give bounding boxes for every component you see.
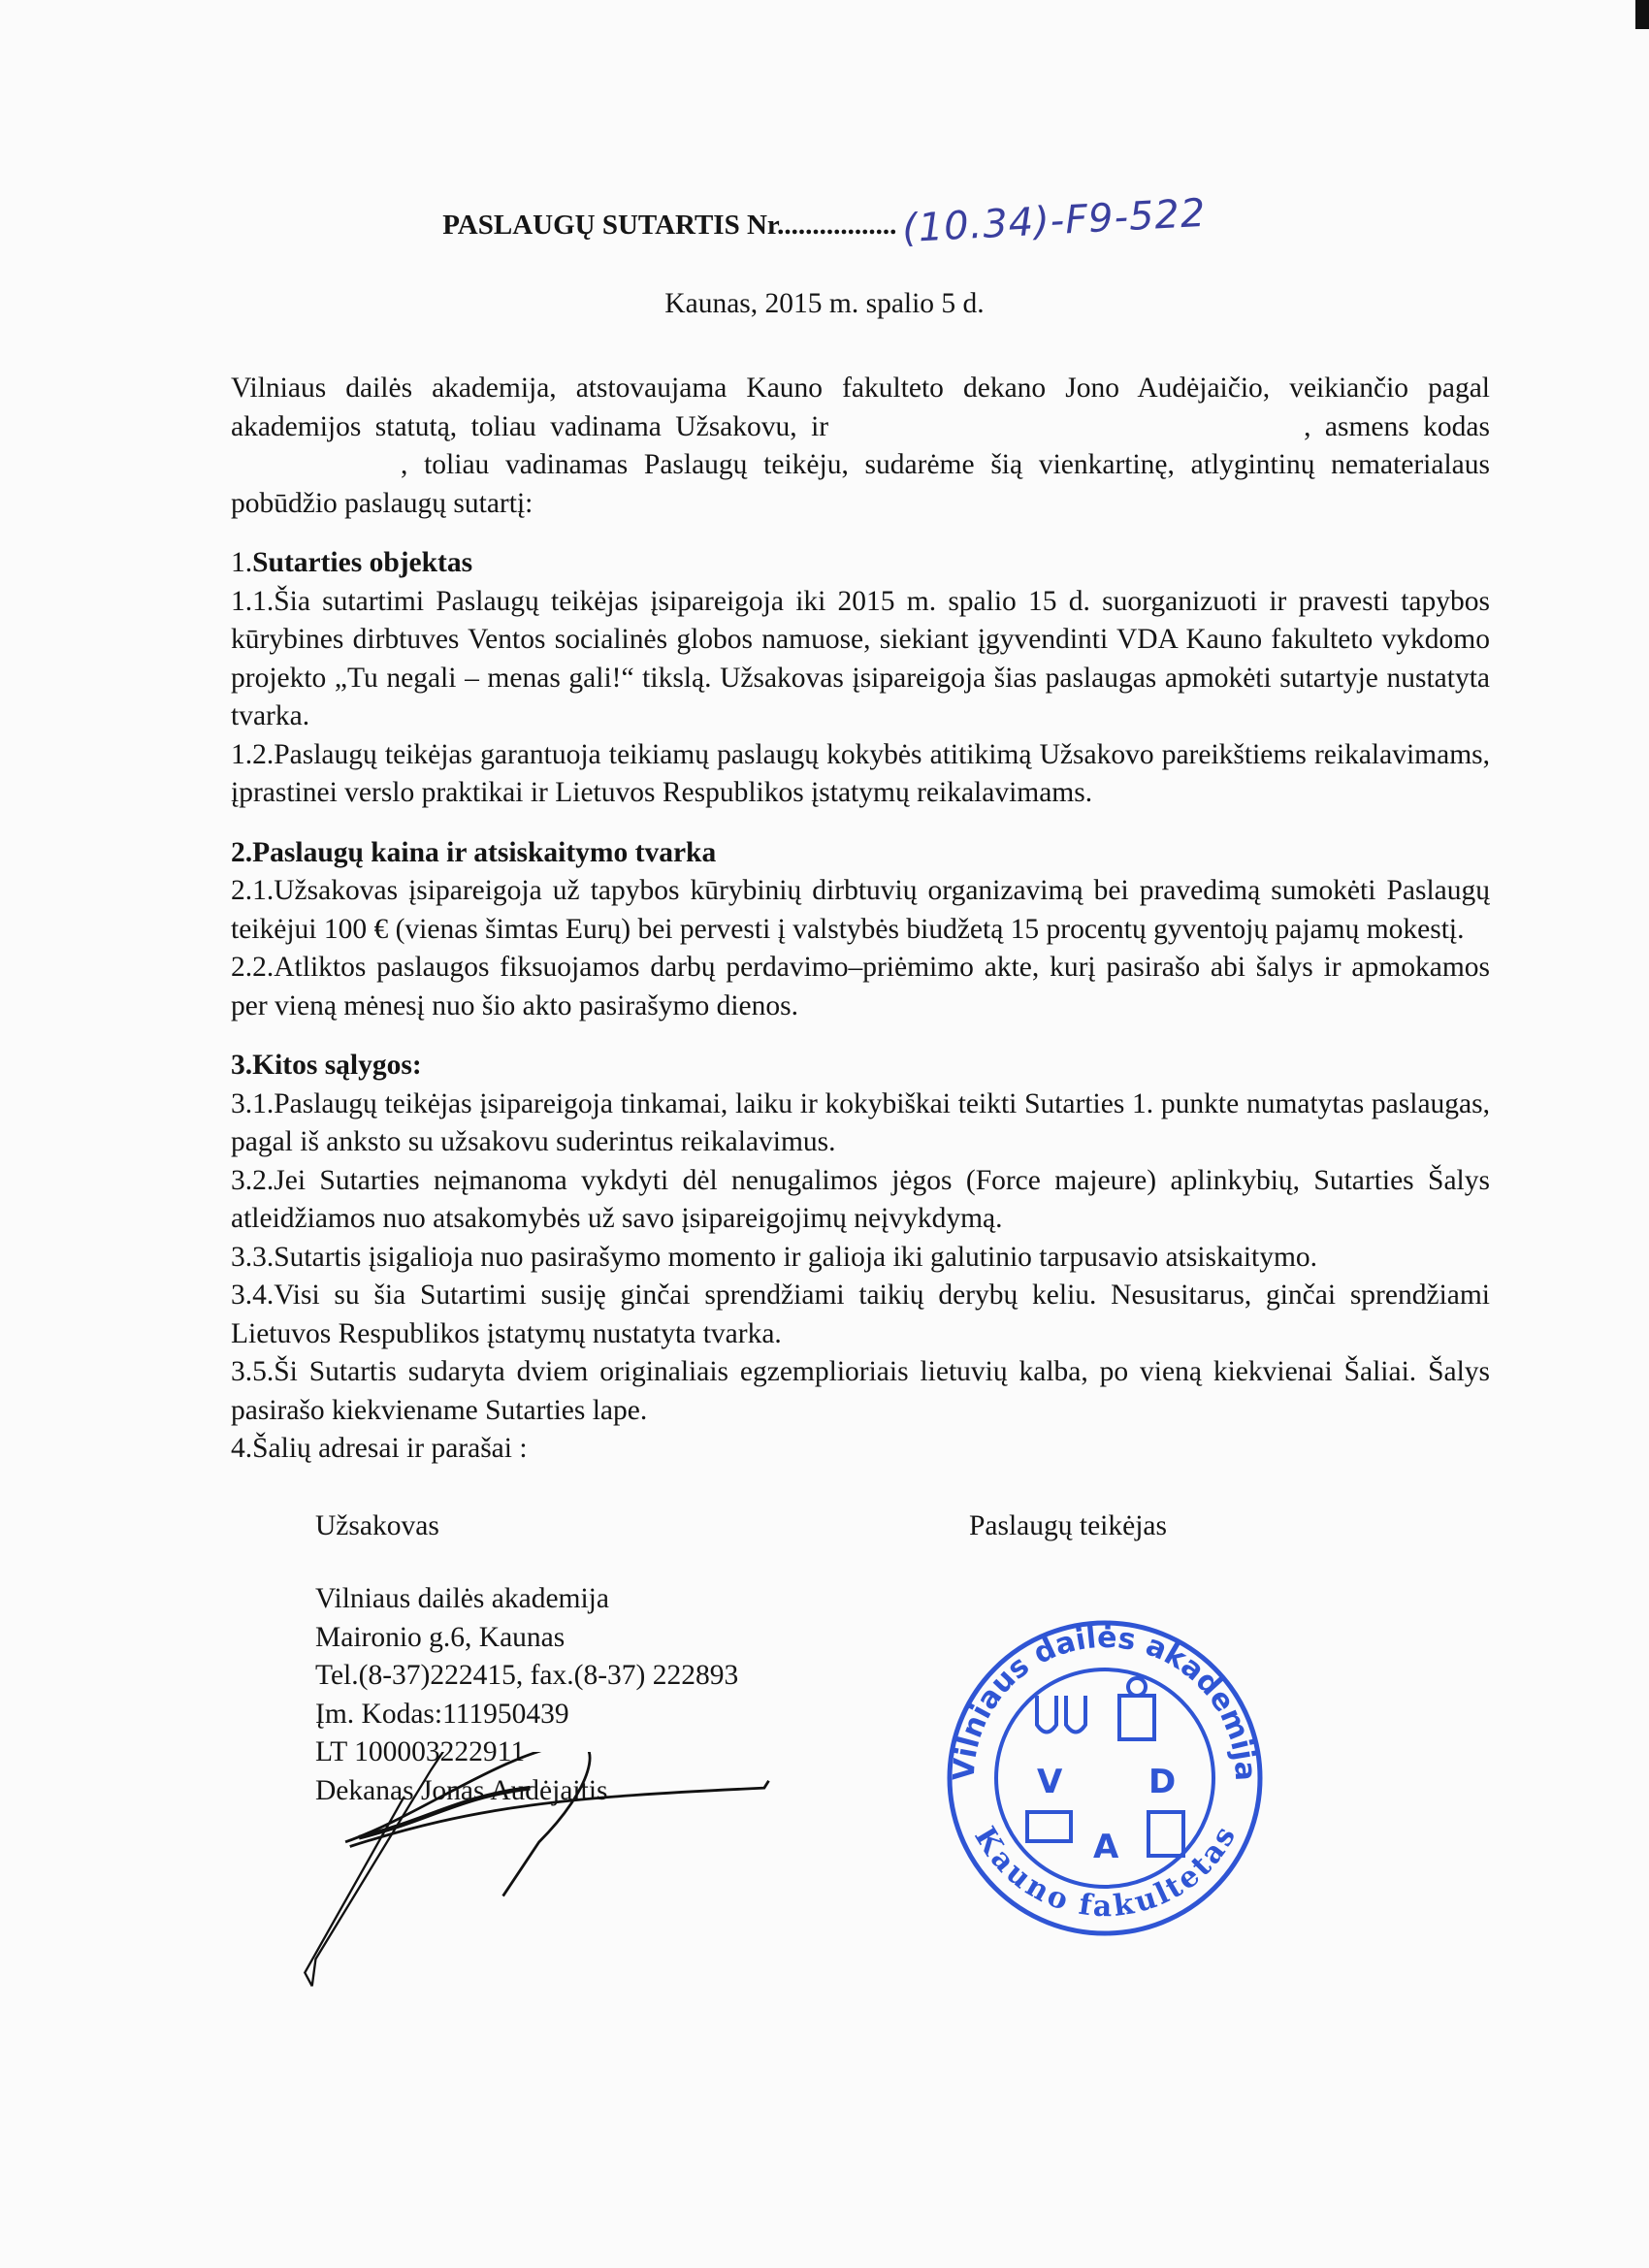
customer-signatory: Dekanas Jonas Audėjaitis	[315, 1774, 608, 1806]
title-text	[442, 210, 896, 242]
signature	[276, 1752, 820, 2004]
section-3	[231, 1047, 1490, 1469]
clause-1-2: 1.2.Paslaugų teikėjas garantuoja teikiamų paslaugų kokybės atitikimą Užsakovo pareikštiems reikalavimams, įprastinei verslo praktikai ir Lietuvos Respublikos įstatymų reikalavimams.	[231, 738, 1490, 808]
clause-3-3: 3.3.Sutartis įsigalioja nuo pasirašymo momento ir galioja iki galutinio tarpusavio atsiskaitymo.	[231, 1241, 1318, 1273]
stamp-letter-d: D	[1148, 1763, 1177, 1801]
clause-3-4: 3.4.Visi su šia Sutartimi susiję ginčai sprendžiami taikių derybų keliu. Nesusitarus, ginčai sprendžiami Lietuvos Respublikos įstatymų nustatyta tvarka.	[231, 1280, 1490, 1349]
customer-label: Užsakovas	[315, 1509, 439, 1541]
clause-2-1: 2.1.Užsakovas įsipareigoja už tapybos kūrybinių dirbtuvių organizavimą bei pravedimą sumokėti Paslaugų teikėjui 100 € (vienas šimtas Eurų) bei pervesti į valstybės biudžetą 15 procentų gyventojų pajamų mokestį.	[231, 875, 1490, 945]
section-number: 2.	[231, 836, 253, 868]
number-dots: ................	[784, 210, 897, 241]
provider-label: Paslaugų teikėjas	[969, 1509, 1167, 1541]
clause-2-2: 2.2.Atliktos paslaugos fiksuojamos darbų perdavimo–priėmimo akte, kurį pasirašo abi šalys ir apmokamos per vieną mėnesį nuo šio akto pasirašymo dienos.	[231, 952, 1490, 1021]
section-1	[231, 544, 1490, 813]
addresses-heading: 4.Šalių adresai ir parašai :	[231, 1433, 528, 1464]
stamp-seal	[930, 1604, 1279, 1953]
signature-area	[315, 1810, 969, 2004]
clause-3-2: 3.2.Jei Sutarties neįmanoma vykdyti dėl nenugalimos jėgos (Force majeure) aplinkybių, Sutarties Šalys atleidžiamos nuo atsakomybės už savo įsipareigojimų neįvykdymą.	[231, 1164, 1490, 1234]
contract-body	[231, 370, 1490, 2050]
intro-text-1: Vilniaus dailės akademija, atstovaujama Kauno fakulteto dekano Jono Audėjaičio, veikiančio pagal akademijos statutą, toliau vadinama Užsakovu, ir	[231, 373, 1490, 442]
clause-1-1: 1.1.Šia sutartimi Paslaugų teikėjas įsipareigoja iki 2015 m. spalio 15 d. suorganizuoti ir pravesti tapybos kūrybines dirbtuves Ventos socialinės globos namuose, siekiant įgyvendinti VDA Kauno fakulteto vykdomo projekto „Tu negali – menas gali!“ tikslą. Užsakovas įsipareigoja šias paslaugas apmokėti sutartyje nustatyta tvarka.	[231, 585, 1490, 731]
signature-block	[315, 1507, 1490, 2051]
clause-3-1: 3.1.Paslaugų teikėjas įsipareigoja tinkamai, laiku ir kokybiškai teikti Sutarties 1. punkte numatytas paslaugas, pagal iš anksto su užsakovu suderintus reikalavimus.	[231, 1087, 1490, 1157]
section-heading: Paslaugų kaina ir atsiskaitymo tvarka	[252, 836, 717, 868]
stamp-top-text: Vilniaus dailės akademija	[947, 1620, 1263, 1782]
title-label: PASLAUGŲ SUTARTIS Nr.	[442, 210, 785, 241]
section-number: 3.	[231, 1050, 253, 1081]
customer-column	[315, 1507, 969, 2051]
stamp-area	[947, 1545, 1574, 2050]
handwritten-contract-number: (10.34)-F9-522	[901, 190, 1208, 252]
intro-text-2: , asmens kodas	[1304, 410, 1490, 442]
section-2	[231, 834, 1490, 1026]
stamp-bottom-text: Kauno fakultetas	[967, 1821, 1243, 1925]
clause-3-5: 3.5.Ši Sutartis sudaryta dviem originaliais egzemplioriais lietuvių kalba, po vieną kiekvienai Šaliai. Šalys pasirašo kiekviename Sutarties lape.	[231, 1356, 1490, 1426]
customer-company-code: Įm. Kodas:111950439	[315, 1698, 569, 1730]
stamp-letter-v: V	[1037, 1763, 1063, 1801]
stamp-letter-a: A	[1093, 1828, 1119, 1866]
customer-vat-code: LT 100003222911	[315, 1736, 526, 1767]
intro-paragraph	[231, 370, 1490, 523]
place-date: Kaunas, 2015 m. spalio 5 d.	[664, 288, 985, 319]
scan-edge	[1635, 0, 1649, 29]
customer-name: Vilniaus dailės akademija	[315, 1583, 609, 1614]
provider-column	[947, 1507, 1574, 2051]
section-heading: Sutarties objektas	[252, 547, 473, 578]
contract-title	[0, 190, 1649, 252]
section-heading: Kitos sąlygos:	[252, 1050, 422, 1081]
intro-text-3: , toliau vadinamas Paslaugų teikėju, sudarėme šią vienkartinę, atlygintinų nematerialaus pobūdžio paslaugų sutartį:	[231, 449, 1490, 519]
customer-address: Maironio g.6, Kaunas	[315, 1621, 566, 1653]
section-number: 1.	[231, 547, 253, 578]
customer-phone: Tel.(8-37)222415, fax.(8-37) 222893	[315, 1660, 739, 1691]
